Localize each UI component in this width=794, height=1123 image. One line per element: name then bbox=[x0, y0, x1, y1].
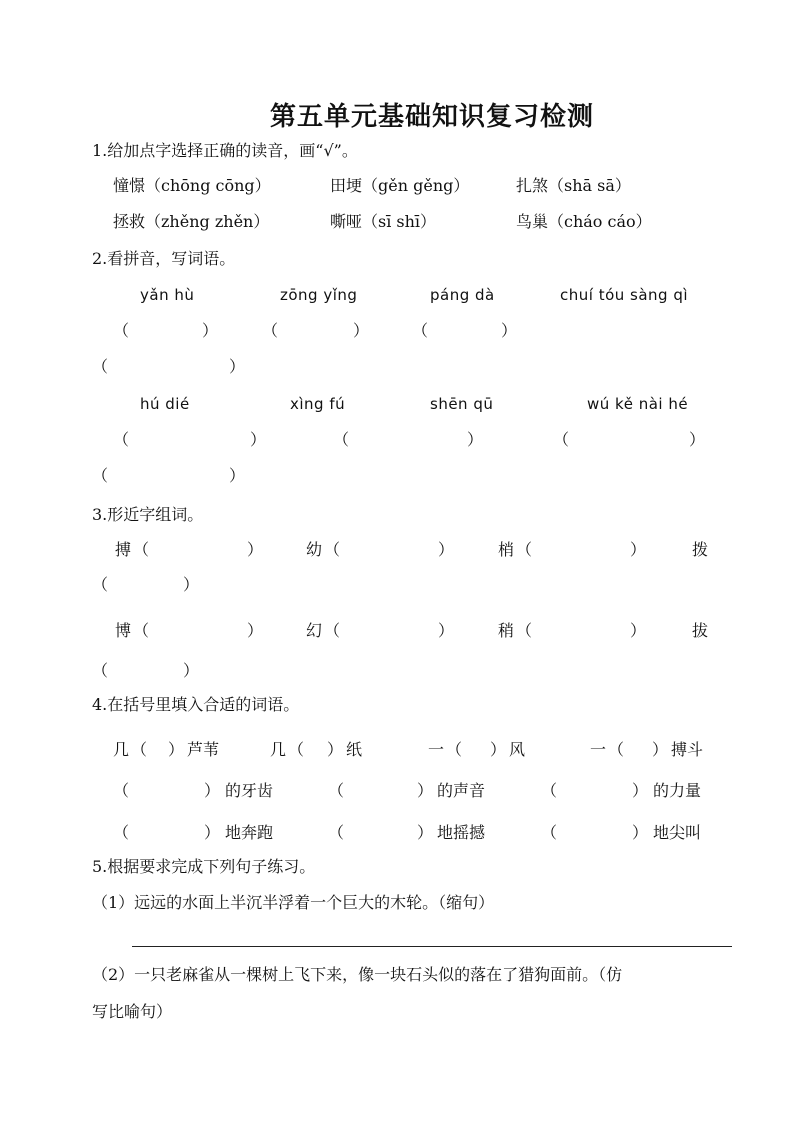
similar-char: 博 bbox=[115, 621, 132, 640]
pinyin-prompt: chuí tóu sàng qì bbox=[560, 286, 689, 304]
answer-blank[interactable] bbox=[572, 430, 689, 450]
fill-word: 地奔跑 bbox=[225, 823, 274, 842]
answer-blank[interactable] bbox=[152, 621, 247, 641]
fill-word: 地摇撼 bbox=[437, 823, 486, 842]
answer-paren-open: （ bbox=[262, 321, 279, 340]
answer-paren-open: （ bbox=[131, 740, 148, 759]
answer-paren-open: （ bbox=[446, 740, 463, 759]
q1-item: 憧憬（chōng cōng） bbox=[113, 176, 271, 195]
answer-paren-open: （ bbox=[92, 661, 109, 680]
answer-paren-close: ） bbox=[417, 781, 434, 800]
fill-word: 的力量 bbox=[653, 781, 702, 800]
fill-word: 纸 bbox=[346, 740, 363, 759]
answer-paren-open: （ bbox=[553, 430, 570, 449]
answer-blank[interactable] bbox=[132, 321, 202, 341]
similar-char: 梢 bbox=[498, 540, 515, 559]
fill-word: 的牙齿 bbox=[225, 781, 274, 800]
answer-paren-close: ） bbox=[183, 575, 200, 594]
answer-paren-close: ） bbox=[247, 540, 264, 559]
question-5-heading: 5.根据要求完成下列句子练习。 bbox=[92, 857, 316, 876]
answer-paren-open: （ bbox=[541, 823, 558, 842]
fill-word: 的声音 bbox=[437, 781, 486, 800]
answer-paren-open: （ bbox=[113, 823, 130, 842]
answer-paren-open: （ bbox=[288, 740, 305, 759]
answer-paren-open: （ bbox=[113, 430, 130, 449]
answer-blank[interactable] bbox=[343, 621, 438, 641]
answer-paren-open: （ bbox=[328, 823, 345, 842]
answer-paren-close: ） bbox=[353, 321, 370, 340]
answer-paren-close: ） bbox=[168, 740, 185, 759]
sentence-task-2: （2）一只老麻雀从一棵树上飞下来，像一块石头似的落在了猎狗面前。（仿 bbox=[92, 965, 623, 984]
pinyin-prompt: xìng fú bbox=[290, 395, 346, 413]
answer-blank[interactable] bbox=[132, 430, 250, 450]
answer-paren-open: （ bbox=[92, 357, 109, 376]
answer-paren-open: （ bbox=[412, 321, 429, 340]
answer-blank[interactable] bbox=[431, 321, 501, 341]
similar-char: 幼 bbox=[306, 540, 323, 559]
q1-item: 鸟巢（cháo cáo） bbox=[516, 212, 652, 231]
answer-paren-close: ） bbox=[438, 621, 455, 640]
answer-blank[interactable] bbox=[111, 466, 229, 486]
answer-blank[interactable] bbox=[111, 575, 183, 595]
answer-paren-close: ） bbox=[204, 823, 221, 842]
pinyin-prompt: hú dié bbox=[140, 395, 190, 413]
answer-paren-close: ） bbox=[202, 321, 219, 340]
answer-blank[interactable] bbox=[535, 621, 630, 641]
answer-blank[interactable] bbox=[132, 823, 204, 843]
question-3-heading: 3.形近字组词。 bbox=[92, 505, 204, 524]
q1-item: 拯救（zhěng zhěn） bbox=[113, 212, 270, 231]
answer-paren-close: ） bbox=[632, 781, 649, 800]
answer-blank[interactable] bbox=[347, 781, 417, 801]
answer-blank[interactable] bbox=[152, 540, 247, 560]
answer-blank[interactable] bbox=[111, 357, 229, 377]
answer-paren-open: （ bbox=[333, 430, 350, 449]
q1-item: 田埂（gěn gěng） bbox=[330, 176, 470, 195]
similar-char: 幻 bbox=[306, 621, 323, 640]
answer-paren-open: （ bbox=[328, 781, 345, 800]
answer-paren-close: ） bbox=[229, 466, 246, 485]
answer-paren-close: ） bbox=[630, 540, 647, 559]
answer-paren-close: ） bbox=[204, 781, 221, 800]
similar-char: 稍 bbox=[498, 621, 515, 640]
answer-paren-open: （ bbox=[92, 575, 109, 594]
answer-blank[interactable] bbox=[560, 823, 632, 843]
pinyin-prompt: páng dà bbox=[430, 286, 495, 304]
answer-paren-close: ） bbox=[250, 430, 267, 449]
answer-line[interactable] bbox=[132, 946, 732, 947]
answer-paren-close: ） bbox=[438, 540, 455, 559]
answer-paren-close: ） bbox=[417, 823, 434, 842]
page-title: 第五单元基础知识复习检测 bbox=[270, 102, 595, 132]
answer-paren-open: （ bbox=[516, 540, 533, 559]
fill-word: 几 bbox=[113, 740, 130, 759]
answer-blank[interactable] bbox=[281, 321, 353, 341]
answer-blank[interactable] bbox=[560, 781, 632, 801]
pinyin-prompt: yǎn hù bbox=[140, 286, 195, 304]
answer-paren-open: （ bbox=[608, 740, 625, 759]
sentence-task-1: （1）远远的水面上半沉半浮着一个巨大的木轮。（缩句） bbox=[92, 893, 495, 912]
answer-paren-close: ） bbox=[327, 740, 344, 759]
answer-blank[interactable] bbox=[347, 823, 417, 843]
answer-paren-close: ） bbox=[652, 740, 669, 759]
q1-item: 嘶哑（sī shī） bbox=[330, 212, 437, 231]
sentence-task-2-continued: 写比喻句） bbox=[92, 1002, 173, 1021]
answer-paren-open: （ bbox=[324, 621, 341, 640]
answer-blank[interactable] bbox=[465, 740, 490, 760]
answer-paren-close: ） bbox=[467, 430, 484, 449]
similar-char: 拔 bbox=[692, 621, 709, 640]
answer-paren-open: （ bbox=[133, 621, 150, 640]
answer-blank[interactable] bbox=[352, 430, 467, 450]
answer-blank[interactable] bbox=[535, 540, 630, 560]
answer-blank[interactable] bbox=[343, 540, 438, 560]
fill-word: 几 bbox=[270, 740, 287, 759]
pinyin-prompt: shēn qū bbox=[430, 395, 494, 413]
answer-paren-open: （ bbox=[133, 540, 150, 559]
fill-word: 搏斗 bbox=[671, 740, 704, 759]
answer-paren-open: （ bbox=[516, 621, 533, 640]
answer-paren-open: （ bbox=[113, 781, 130, 800]
answer-blank[interactable] bbox=[307, 740, 327, 760]
answer-paren-close: ） bbox=[689, 430, 706, 449]
q1-item: 扎煞（shā sā） bbox=[516, 176, 631, 195]
answer-paren-close: ） bbox=[247, 621, 264, 640]
answer-paren-close: ） bbox=[229, 357, 246, 376]
answer-paren-open: （ bbox=[541, 781, 558, 800]
fill-word: 一 bbox=[428, 740, 445, 759]
answer-paren-open: （ bbox=[324, 540, 341, 559]
similar-char: 拨 bbox=[692, 540, 709, 559]
answer-paren-close: ） bbox=[490, 740, 507, 759]
answer-paren-open: （ bbox=[113, 321, 130, 340]
fill-word: 地尖叫 bbox=[653, 823, 702, 842]
answer-blank[interactable] bbox=[111, 661, 183, 681]
answer-blank[interactable] bbox=[627, 740, 652, 760]
question-2-heading: 2.看拼音，写词语。 bbox=[92, 249, 236, 268]
pinyin-prompt: zōng yǐng bbox=[280, 286, 358, 304]
answer-blank[interactable] bbox=[150, 740, 168, 760]
fill-word: 风 bbox=[509, 740, 526, 759]
answer-paren-close: ） bbox=[630, 621, 647, 640]
pinyin-prompt: wú kě nài hé bbox=[587, 395, 689, 413]
similar-char: 搏 bbox=[115, 540, 132, 559]
fill-word: 芦苇 bbox=[187, 740, 220, 759]
answer-paren-open: （ bbox=[92, 466, 109, 485]
answer-blank[interactable] bbox=[132, 781, 204, 801]
answer-paren-close: ） bbox=[632, 823, 649, 842]
fill-word: 一 bbox=[590, 740, 607, 759]
answer-paren-close: ） bbox=[501, 321, 518, 340]
answer-paren-close: ） bbox=[183, 661, 200, 680]
question-1-heading: 1.给加点字选择正确的读音，画“√”。 bbox=[92, 141, 358, 160]
question-4-heading: 4.在括号里填入合适的词语。 bbox=[92, 695, 300, 714]
